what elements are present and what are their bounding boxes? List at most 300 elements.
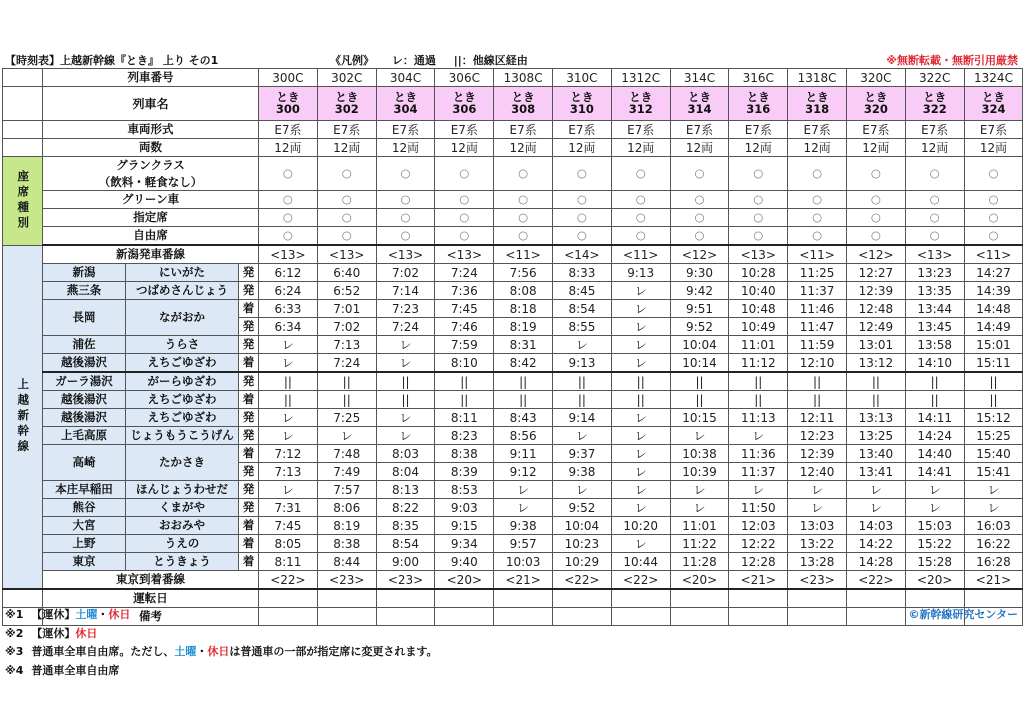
stop-row xyxy=(3,517,1023,535)
time-cell: || xyxy=(259,391,318,409)
time-cell: 8:39 xyxy=(435,463,494,481)
time-cell: 9:30 xyxy=(670,264,729,282)
time-cell: 14:24 xyxy=(905,427,964,445)
empty-cell xyxy=(964,589,1023,608)
time-cell: 7:59 xyxy=(435,336,494,354)
train-name: とき xyxy=(923,90,947,104)
time-cell: 9:57 xyxy=(494,535,553,553)
row-niigata-track-cell: <12> xyxy=(847,245,906,264)
time-cell: 9:11 xyxy=(494,445,553,463)
time-cell: 7:13 xyxy=(259,463,318,481)
train-name: とき xyxy=(629,90,653,104)
time-cell: 10:20 xyxy=(611,517,670,535)
row-green xyxy=(3,191,1023,209)
station-name: 燕三条 xyxy=(43,282,126,300)
time-cell: レ xyxy=(905,499,964,517)
time-cell: 10:48 xyxy=(729,300,788,318)
row-reserved-cell: ○ xyxy=(905,209,964,227)
time-cell: 7:36 xyxy=(435,282,494,300)
time-cell: 14:03 xyxy=(847,517,906,535)
row-unreserved-cell: ○ xyxy=(847,227,906,246)
time-cell: レ xyxy=(611,318,670,336)
time-cell: 10:23 xyxy=(553,535,612,553)
time-cell: 7:02 xyxy=(317,318,376,336)
time-cell: 11:12 xyxy=(729,354,788,373)
time-cell: レ xyxy=(259,409,318,427)
empty-cell xyxy=(847,589,906,608)
row-unreserved-cell: ○ xyxy=(788,227,847,246)
row-niigata-track-cell: <11> xyxy=(494,245,553,264)
arrive-depart-marker: 発 xyxy=(239,282,259,300)
train-name-number: 306 xyxy=(452,101,477,116)
row-tokyo-track-label: 東京到着番線 xyxy=(43,571,259,590)
time-cell: レ xyxy=(611,535,670,553)
time-cell: 9:40 xyxy=(435,553,494,571)
time-cell: 8:31 xyxy=(494,336,553,354)
footnote xyxy=(5,606,437,625)
time-cell: 7:24 xyxy=(317,354,376,373)
time-cell: 14:48 xyxy=(964,300,1023,318)
time-cell: 7:23 xyxy=(376,300,435,318)
train-name-cell xyxy=(376,87,435,121)
empty-cell xyxy=(553,608,612,626)
footnote-prefix: 【運休】 xyxy=(31,608,76,621)
row-car-type-cell: E7系 xyxy=(905,121,964,139)
row-operation-days xyxy=(3,589,1023,608)
stop-row xyxy=(3,409,1023,427)
time-cell: || xyxy=(729,391,788,409)
footnote-blue: 土曜 xyxy=(174,645,197,658)
time-cell: レ xyxy=(611,354,670,373)
time-cell: 11:47 xyxy=(788,318,847,336)
row-train-number xyxy=(3,69,1023,87)
time-cell: 12:48 xyxy=(847,300,906,318)
time-cell: 11:28 xyxy=(670,553,729,571)
time-cell: || xyxy=(905,391,964,409)
gran-class-cell: ○ xyxy=(317,157,376,191)
time-cell: 15:41 xyxy=(964,463,1023,481)
row-train-number-cell: 314C xyxy=(670,69,729,87)
train-name-number: 316 xyxy=(746,101,771,116)
time-cell: 14:39 xyxy=(964,282,1023,300)
corner-cell xyxy=(3,87,43,121)
row-car-type xyxy=(3,121,1023,139)
station-name: 上野 xyxy=(43,535,126,553)
time-cell: || xyxy=(317,391,376,409)
time-cell: 6:12 xyxy=(259,264,318,282)
row-niigata-track-cell: <11> xyxy=(964,245,1023,264)
time-cell: 6:34 xyxy=(259,318,318,336)
train-name-number: 300 xyxy=(275,101,300,116)
train-name: とき xyxy=(570,90,594,104)
time-cell: 12:03 xyxy=(729,517,788,535)
time-cell: || xyxy=(259,372,318,391)
time-cell: 14:49 xyxy=(964,318,1023,336)
row-train-number-cell: 1312C xyxy=(611,69,670,87)
stop-row xyxy=(3,372,1023,391)
time-cell: || xyxy=(788,372,847,391)
time-cell: 7:45 xyxy=(435,300,494,318)
train-name: とき xyxy=(276,90,300,104)
time-cell: 9:00 xyxy=(376,553,435,571)
time-cell: 10:38 xyxy=(670,445,729,463)
footnote-red: 休日 xyxy=(75,626,98,640)
row-reserved-cell: ○ xyxy=(376,209,435,227)
time-cell: レ xyxy=(259,427,318,445)
time-cell: レ xyxy=(964,481,1023,499)
station-reading: ながおか xyxy=(126,300,239,336)
gran-class-label: グランクラス xyxy=(116,158,185,173)
stop-row xyxy=(3,354,1023,373)
arrive-depart-marker: 発 xyxy=(239,427,259,445)
time-cell: レ xyxy=(611,336,670,354)
row-car-type-cell: E7系 xyxy=(494,121,553,139)
row-niigata-track-cell: <13> xyxy=(435,245,494,264)
row-green-cell: ○ xyxy=(729,191,788,209)
row-reserved-cell: ○ xyxy=(729,209,788,227)
footnote-prefix: 普通車全車自由席。ただし、 xyxy=(31,645,175,658)
station-name: 長岡 xyxy=(43,300,126,336)
time-cell: レ xyxy=(494,499,553,517)
row-train-name xyxy=(3,87,1023,121)
gran-class-cell: ○ xyxy=(553,157,612,191)
empty-cell xyxy=(376,589,435,608)
row-reserved-cell: ○ xyxy=(670,209,729,227)
train-name-cell xyxy=(494,87,553,121)
time-cell: || xyxy=(376,372,435,391)
train-name: とき xyxy=(335,90,359,104)
row-car-type-cell: E7系 xyxy=(317,121,376,139)
time-cell: 10:14 xyxy=(670,354,729,373)
empty-cell xyxy=(494,589,553,608)
time-cell: || xyxy=(494,391,553,409)
timetable xyxy=(2,68,1023,626)
page-title: 【時刻表】上越新幹線『とき』 上り その1 xyxy=(5,54,219,67)
row-unreserved-cell: ○ xyxy=(494,227,553,246)
time-cell: 8:44 xyxy=(317,553,376,571)
time-cell: レ xyxy=(376,427,435,445)
corner-cell xyxy=(3,139,43,157)
row-reserved-cell: ○ xyxy=(847,209,906,227)
footnote xyxy=(5,662,437,681)
time-cell: レ xyxy=(847,499,906,517)
stop-row xyxy=(3,336,1023,354)
train-name-number: 310 xyxy=(569,101,594,116)
row-niigata-track-cell: <13> xyxy=(317,245,376,264)
train-name: とき xyxy=(864,90,888,104)
time-cell: 7:25 xyxy=(317,409,376,427)
row-car-type-cell: E7系 xyxy=(611,121,670,139)
time-cell: 12:11 xyxy=(788,409,847,427)
row-car-count-cell: 12両 xyxy=(847,139,906,157)
arrive-depart-marker: 発 xyxy=(239,481,259,499)
time-cell: レ xyxy=(729,427,788,445)
empty-cell xyxy=(788,589,847,608)
time-cell: 7:56 xyxy=(494,264,553,282)
arrive-depart-marker: 着 xyxy=(239,300,259,318)
row-unreserved-cell: ○ xyxy=(376,227,435,246)
row-car-count-cell: 12両 xyxy=(259,139,318,157)
seat-group-text: 座席種別 xyxy=(16,169,31,232)
time-cell: || xyxy=(788,391,847,409)
time-cell: 7:13 xyxy=(317,336,376,354)
row-car-count-cell: 12両 xyxy=(435,139,494,157)
time-cell: 10:04 xyxy=(670,336,729,354)
row-tokyo-track-cell: <23> xyxy=(788,571,847,590)
stop-row xyxy=(3,553,1023,571)
row-car-count-cell: 12両 xyxy=(788,139,847,157)
time-cell: 9:13 xyxy=(553,354,612,373)
row-unreserved-cell: ○ xyxy=(553,227,612,246)
time-cell: 12:39 xyxy=(788,445,847,463)
time-cell: 7:45 xyxy=(259,517,318,535)
footnote-mark: ※4 xyxy=(5,663,24,677)
time-cell: 9:13 xyxy=(611,264,670,282)
train-name-number: 312 xyxy=(628,101,653,116)
empty-cell xyxy=(905,589,964,608)
time-cell: 8:54 xyxy=(376,535,435,553)
train-name-cell xyxy=(905,87,964,121)
time-cell: 12:39 xyxy=(847,282,906,300)
row-niigata-track-cell: <14> xyxy=(553,245,612,264)
station-name: 高崎 xyxy=(43,445,126,481)
time-cell: レ xyxy=(788,481,847,499)
time-cell: || xyxy=(611,372,670,391)
time-cell: 8:05 xyxy=(259,535,318,553)
station-name: 本庄早稲田 xyxy=(43,481,126,499)
time-cell: || xyxy=(964,391,1023,409)
time-cell: || xyxy=(847,391,906,409)
row-niigata-track-cell: <13> xyxy=(376,245,435,264)
time-cell: 15:11 xyxy=(964,354,1023,373)
time-cell: レ xyxy=(376,336,435,354)
row-green-cell: ○ xyxy=(964,191,1023,209)
station-reading: おおみや xyxy=(126,517,239,535)
row-car-type-cell: E7系 xyxy=(670,121,729,139)
time-cell: 9:12 xyxy=(494,463,553,481)
time-cell: 11:36 xyxy=(729,445,788,463)
train-name-cell xyxy=(788,87,847,121)
row-tokyo-track-cell: <21> xyxy=(729,571,788,590)
row-car-type-cell: E7系 xyxy=(788,121,847,139)
row-green-label: グリーン車 xyxy=(43,191,259,209)
time-cell: 13:25 xyxy=(847,427,906,445)
time-cell: 15:03 xyxy=(905,517,964,535)
time-cell: 13:45 xyxy=(905,318,964,336)
row-green-cell: ○ xyxy=(494,191,553,209)
time-cell: 12:23 xyxy=(788,427,847,445)
row-car-count-cell: 12両 xyxy=(670,139,729,157)
time-cell: || xyxy=(905,372,964,391)
station-reading: とうきょう xyxy=(126,553,239,571)
station-reading: にいがた xyxy=(126,264,239,282)
row-tokyo-track-cell: <20> xyxy=(435,571,494,590)
time-cell: レ xyxy=(494,481,553,499)
time-cell: レ xyxy=(729,481,788,499)
row-car-type-cell: E7系 xyxy=(259,121,318,139)
row-gran-class-label xyxy=(43,157,259,191)
empty-cell xyxy=(729,589,788,608)
train-name-cell xyxy=(259,87,318,121)
time-cell: 8:38 xyxy=(317,535,376,553)
empty-cell xyxy=(259,589,318,608)
gran-class-cell: ○ xyxy=(376,157,435,191)
time-cell: 13:58 xyxy=(905,336,964,354)
time-cell: レ xyxy=(788,499,847,517)
time-cell: 15:01 xyxy=(964,336,1023,354)
time-cell: 8:23 xyxy=(435,427,494,445)
time-cell: || xyxy=(611,391,670,409)
time-cell: || xyxy=(670,391,729,409)
legend-other-line: ||：他線区経由 xyxy=(453,54,528,67)
gran-class-cell: ○ xyxy=(729,157,788,191)
row-tokyo-track-cell: <22> xyxy=(847,571,906,590)
time-cell: 9:37 xyxy=(553,445,612,463)
row-green-cell: ○ xyxy=(553,191,612,209)
time-cell: 7:46 xyxy=(435,318,494,336)
empty-cell xyxy=(553,589,612,608)
row-car-type-cell: E7系 xyxy=(376,121,435,139)
time-cell: 7:01 xyxy=(317,300,376,318)
station-reading: えちごゆざわ xyxy=(126,391,239,409)
row-train-number-cell: 1308C xyxy=(494,69,553,87)
time-cell: 8:55 xyxy=(553,318,612,336)
time-cell: 7:49 xyxy=(317,463,376,481)
time-cell: 8:56 xyxy=(494,427,553,445)
time-cell: 9:34 xyxy=(435,535,494,553)
copyright-notice: ※無断転載・無断引用厳禁 xyxy=(886,54,1018,67)
row-unreserved xyxy=(3,227,1023,246)
time-cell: 6:40 xyxy=(317,264,376,282)
stop-row xyxy=(3,391,1023,409)
time-cell: || xyxy=(553,391,612,409)
time-cell: || xyxy=(553,372,612,391)
time-cell: || xyxy=(847,372,906,391)
stop-row xyxy=(3,282,1023,300)
train-name: とき xyxy=(746,90,770,104)
row-train-number-cell: 1324C xyxy=(964,69,1023,87)
time-cell: 15:25 xyxy=(964,427,1023,445)
row-green-cell: ○ xyxy=(788,191,847,209)
time-cell: 7:24 xyxy=(376,318,435,336)
time-cell: 8:54 xyxy=(553,300,612,318)
train-name: とき xyxy=(805,90,829,104)
row-niigata-track-cell: <13> xyxy=(905,245,964,264)
stop-row xyxy=(3,481,1023,499)
row-train-number-cell: 310C xyxy=(553,69,612,87)
time-cell: 8:42 xyxy=(494,354,553,373)
footnote-prefix: 普通車全車自由席 xyxy=(31,663,120,677)
arrive-depart-marker: 発 xyxy=(239,463,259,481)
time-cell: 16:22 xyxy=(964,535,1023,553)
station-name: 熊谷 xyxy=(43,499,126,517)
row-car-count-cell: 12両 xyxy=(317,139,376,157)
train-name-cell xyxy=(670,87,729,121)
footnote-red: 休日 xyxy=(207,645,230,658)
time-cell: 15:40 xyxy=(964,445,1023,463)
row-car-type-cell: E7系 xyxy=(553,121,612,139)
time-cell: 13:01 xyxy=(847,336,906,354)
arrive-depart-marker: 発 xyxy=(239,318,259,336)
time-cell: レ xyxy=(611,409,670,427)
arrive-depart-marker: 発 xyxy=(239,499,259,517)
row-unreserved-cell: ○ xyxy=(670,227,729,246)
time-cell: 8:10 xyxy=(435,354,494,373)
time-cell: 13:41 xyxy=(847,463,906,481)
row-green-cell: ○ xyxy=(670,191,729,209)
time-cell: 13:40 xyxy=(847,445,906,463)
row-unreserved-label: 自由席 xyxy=(43,227,259,246)
time-cell: 6:33 xyxy=(259,300,318,318)
time-cell: 9:52 xyxy=(670,318,729,336)
arrive-depart-marker: 着 xyxy=(239,445,259,463)
time-cell: 8:53 xyxy=(435,481,494,499)
time-cell: 11:01 xyxy=(729,336,788,354)
time-cell: 11:25 xyxy=(788,264,847,282)
row-unreserved-cell: ○ xyxy=(905,227,964,246)
time-cell: 7:48 xyxy=(317,445,376,463)
row-reserved-cell: ○ xyxy=(494,209,553,227)
row-tokyo-track-cell: <20> xyxy=(670,571,729,590)
time-cell: レ xyxy=(611,463,670,481)
train-name-number: 314 xyxy=(687,101,712,116)
time-cell: 7:31 xyxy=(259,499,318,517)
time-cell: 8:45 xyxy=(553,282,612,300)
footnotes xyxy=(5,606,437,680)
row-car-count xyxy=(3,139,1023,157)
gran-class-cell: ○ xyxy=(847,157,906,191)
time-cell: 8:33 xyxy=(553,264,612,282)
footnote-mark: ※2 xyxy=(5,626,24,640)
corner-cell xyxy=(3,121,43,139)
row-operation-days-label: 運転日 xyxy=(43,589,259,608)
time-cell: 12:49 xyxy=(847,318,906,336)
row-unreserved-cell: ○ xyxy=(964,227,1023,246)
row-train-number-cell: 320C xyxy=(847,69,906,87)
time-cell: 15:22 xyxy=(905,535,964,553)
time-cell: 9:14 xyxy=(553,409,612,427)
train-name-number: 308 xyxy=(511,101,536,116)
time-cell: 11:37 xyxy=(788,282,847,300)
time-cell: レ xyxy=(259,354,318,373)
time-cell: 8:38 xyxy=(435,445,494,463)
time-cell: 8:11 xyxy=(259,553,318,571)
row-niigata-track xyxy=(3,245,1023,264)
row-unreserved-cell: ○ xyxy=(259,227,318,246)
row-unreserved-cell: ○ xyxy=(435,227,494,246)
row-tokyo-track xyxy=(3,571,1023,590)
row-green-cell: ○ xyxy=(611,191,670,209)
row-tokyo-track-cell: <22> xyxy=(259,571,318,590)
time-cell: 12:22 xyxy=(729,535,788,553)
time-cell: 16:03 xyxy=(964,517,1023,535)
time-cell: || xyxy=(317,372,376,391)
empty-cell xyxy=(435,589,494,608)
time-cell: 10:15 xyxy=(670,409,729,427)
time-cell: 10:44 xyxy=(611,553,670,571)
gran-class-cell: ○ xyxy=(670,157,729,191)
empty-cell xyxy=(494,608,553,626)
row-green-cell: ○ xyxy=(435,191,494,209)
row-car-type-cell: E7系 xyxy=(729,121,788,139)
time-cell: 8:19 xyxy=(317,517,376,535)
row-train-number-cell: 306C xyxy=(435,69,494,87)
train-name-number: 304 xyxy=(393,101,418,116)
row-unreserved-cell: ○ xyxy=(317,227,376,246)
station-name: 越後湯沢 xyxy=(43,354,126,373)
time-cell: 10:40 xyxy=(729,282,788,300)
row-train-number-cell: 322C xyxy=(905,69,964,87)
